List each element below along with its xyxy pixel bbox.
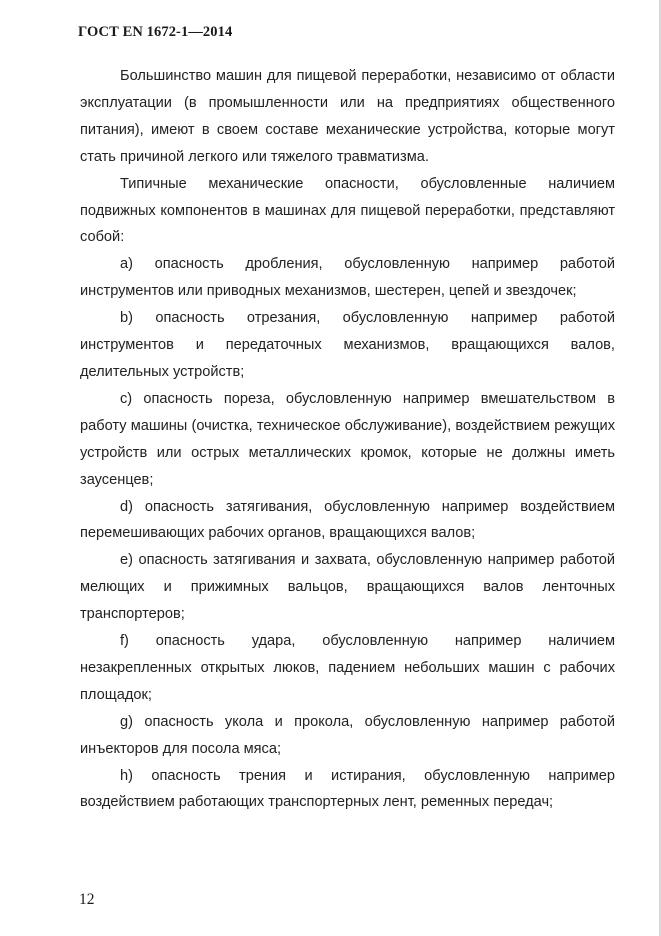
list-item-g: g) опасность укола и прокола, обусловленную например работой инъекторов для посола мяса;: [80, 713, 615, 757]
list-item-h: h) опасность трения и истирания, обусловленную например воздействием работающих транспортерных лент, ременных передач;: [80, 767, 615, 811]
list-item-f: f) опасность удара, обусловленную например наличием незакрепленных открытых люков, падением небольших машин с рабочих площадок;: [80, 633, 615, 703]
list-item-c: c) опасность пореза, обусловленную например вмешательством в работу машины (очистка, техническое обслуживание), воздействием режущих устройств или острых металлических кромок, которые не должны иметь заусенцев;: [80, 390, 615, 488]
document-header: ГОСТ EN 1672-1—2014: [78, 24, 233, 40]
paragraph-hazards-lead: Типичные механические опасности, обусловленные наличием подвижных компонентов в машинах для пищевой переработки, представляют собой:: [80, 175, 615, 246]
list-item-d: d) опасность затягивания, обусловленную например воздействием перемешивающих рабочих органов, вращающихся валов;: [80, 498, 615, 542]
body-text: [80, 63, 615, 816]
page-number: 12: [79, 891, 95, 908]
list-item-b: b) опасность отрезания, обусловленную например работой инструментов и передаточных механизмов, вращающихся валов, делительных устройств;: [80, 310, 615, 380]
paragraph-intro: Большинство машин для пищевой переработки, независимо от области эксплуатации (в промышленности или на предприятиях общественного питания), имеют в своем составе механические устройства, которые могут стать причиной легкого или тяжелого травматизма.: [80, 68, 615, 165]
list-item-e: e) опасность затягивания и захвата, обусловленную например работой мелющих и прижимных вальцов, вращающихся валов ленточных транспортеров;: [80, 552, 615, 623]
list-item-a: a) опасность дробления, обусловленную например работой инструментов или приводных механизмов, шестерен, цепей и звездочек;: [80, 256, 615, 300]
